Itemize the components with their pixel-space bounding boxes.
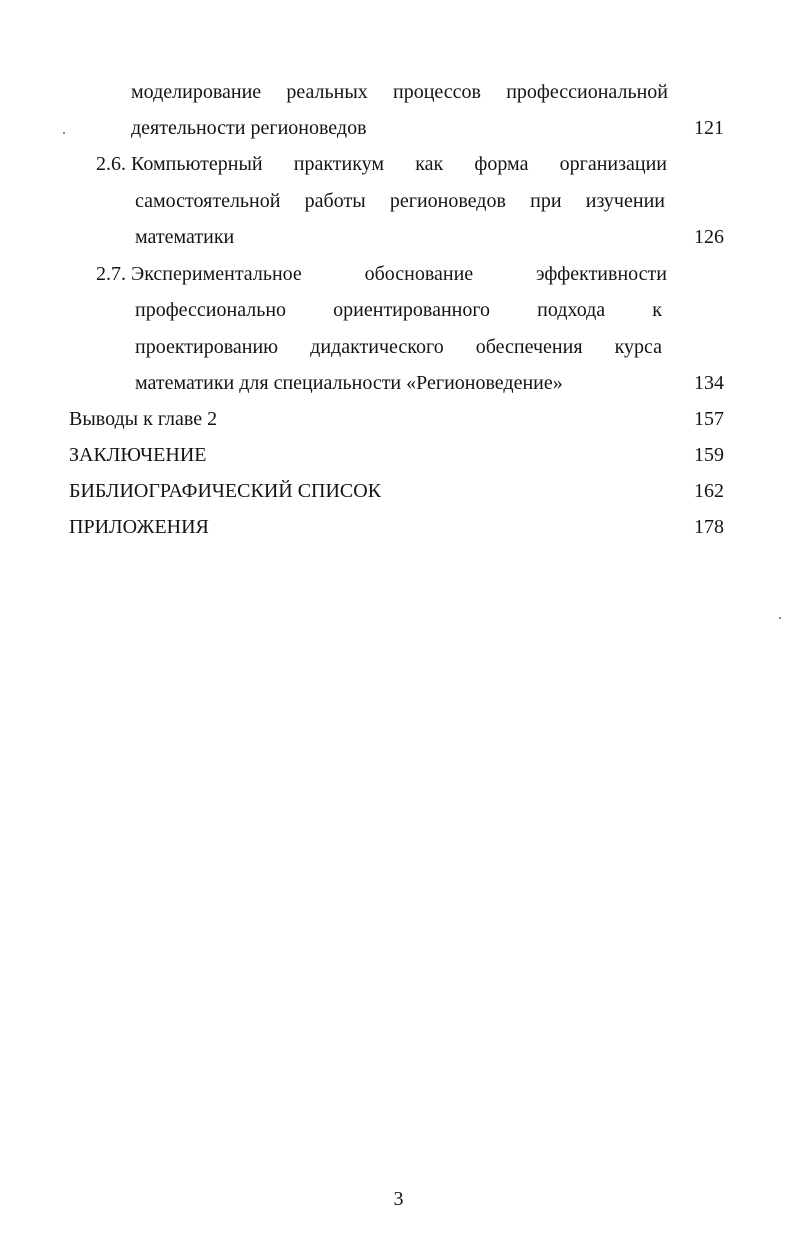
toc-word: изучении [585,190,665,212]
scan-speck [779,617,781,619]
toc-page-number: 178 [694,516,724,538]
toc-entry-line [135,368,655,398]
toc-word: эффективности [535,263,667,285]
toc-entry-line [96,259,667,289]
toc-word: проектированию [135,336,279,358]
toc-word: ориентированного [333,299,491,321]
toc-word: 2.7. Экспериментальное [96,263,302,285]
toc-word: профессионально [135,299,287,321]
toc-word: форма [474,153,529,175]
toc-entry-line [135,295,662,325]
toc-page-number: 134 [694,372,724,394]
toc-word: подхода [537,299,606,321]
toc-word: процессов [393,81,481,103]
toc-word: 2.6. Компьютерный [96,153,263,175]
toc-word: при [530,190,562,212]
toc-text-line [135,186,665,216]
toc-entry-title: Выводы к главе 2 [69,408,218,430]
toc-word: к [652,299,662,321]
toc-page-number: 126 [694,226,724,248]
toc-text-line: деятельности регионоведов [131,117,367,139]
toc-text-line [96,259,667,289]
toc-text-line [135,295,662,325]
toc-word: работы [304,190,366,212]
toc-entry-title: ЗАКЛЮЧЕНИЕ [69,444,207,466]
toc-word: профессиональной [506,81,668,103]
toc-text-line [135,332,662,362]
toc-text-line [131,77,668,107]
scan-speck [63,132,65,134]
toc-word: дидактического [310,336,444,358]
toc-entry-line [131,113,581,143]
toc-word: регионоведов [389,190,506,212]
toc-word: самостоятельной [135,190,281,212]
toc-word: практикум [293,153,385,175]
toc-word: организации [559,153,667,175]
toc-page-number: 121 [694,117,724,139]
toc-word: обеспечения [475,336,583,358]
toc-word: курса [614,336,662,358]
toc-entry-line [96,149,667,179]
toc-entry-line [135,332,662,362]
page-number: 3 [393,1188,404,1210]
toc-word: моделирование [131,81,262,103]
toc-word: реальных [286,81,368,103]
toc-text-line: математики [135,226,235,248]
toc-page-number: 159 [694,444,724,466]
toc-text-line: математики для специальности «Регионоведение» [135,372,563,394]
toc-text-line [96,149,667,179]
toc-entry-title: БИБЛИОГРАФИЧЕСКИЙ СПИСОК [69,480,382,502]
toc-word: обоснование [364,263,474,285]
toc-entry-title: ПРИЛОЖЕНИЯ [69,516,209,538]
toc-page-number: 162 [694,480,724,502]
toc-page-number: 157 [694,408,724,430]
toc-entry-line [131,77,668,107]
toc-entry-line [135,186,665,216]
toc-word: как [415,153,444,175]
toc-entry-line [135,222,435,252]
